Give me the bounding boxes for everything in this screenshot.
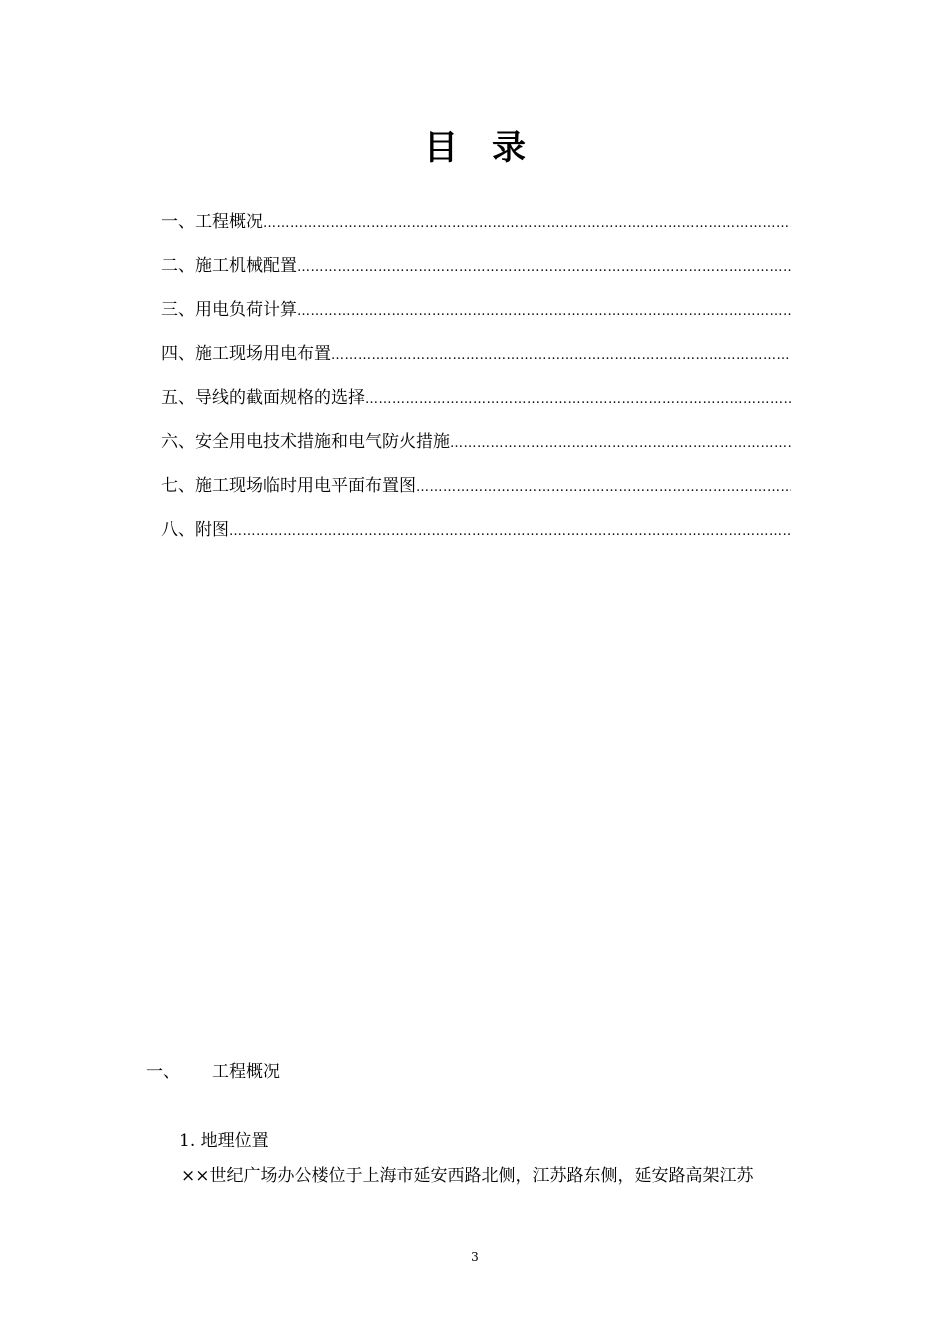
toc-dot-leader [263,208,791,240]
toc-item-label: 八、附图 [161,520,229,540]
section-number: 一、 [146,1062,180,1082]
toc-dot-leader [450,428,791,460]
toc-dot-leader [297,296,791,328]
page-number: 3 [471,1250,479,1264]
toc-item[interactable] [161,514,791,558]
body-paragraph: ××世纪广场办公楼位于上海市延安西路北侧，江苏路东侧，延安路高架江苏 [181,1166,754,1186]
section-heading [146,1058,280,1086]
toc-item[interactable] [161,338,791,382]
toc-item-label: 三、用电负荷计算 [161,300,297,320]
toc-item[interactable] [161,382,791,426]
toc-item-label: 七、施工现场临时用电平面布置图 [161,476,416,496]
toc-dot-leader [331,340,791,372]
toc-item[interactable] [161,206,791,250]
toc-dot-leader [229,516,791,548]
toc-item[interactable] [161,250,791,294]
toc-item-label: 五、导线的截面规格的选择 [161,388,365,408]
toc-item[interactable] [161,470,791,514]
toc-dot-leader [416,472,791,504]
toc-item-label: 四、施工现场用电布置 [161,344,331,364]
toc-item-label: 二、施工机械配置 [161,256,297,276]
toc-item-label: 六、安全用电技术措施和电气防火措施 [161,432,450,452]
section-title: 工程概况 [212,1062,280,1082]
toc-dot-leader [297,252,791,284]
toc-list [161,206,791,558]
subsection-heading: 1. 地理位置 [179,1131,269,1151]
toc-item[interactable] [161,294,791,338]
toc-title: 目录 [424,128,560,168]
toc-item-label: 一、工程概况 [161,212,263,232]
toc-dot-leader [365,384,791,416]
toc-item[interactable] [161,426,791,470]
